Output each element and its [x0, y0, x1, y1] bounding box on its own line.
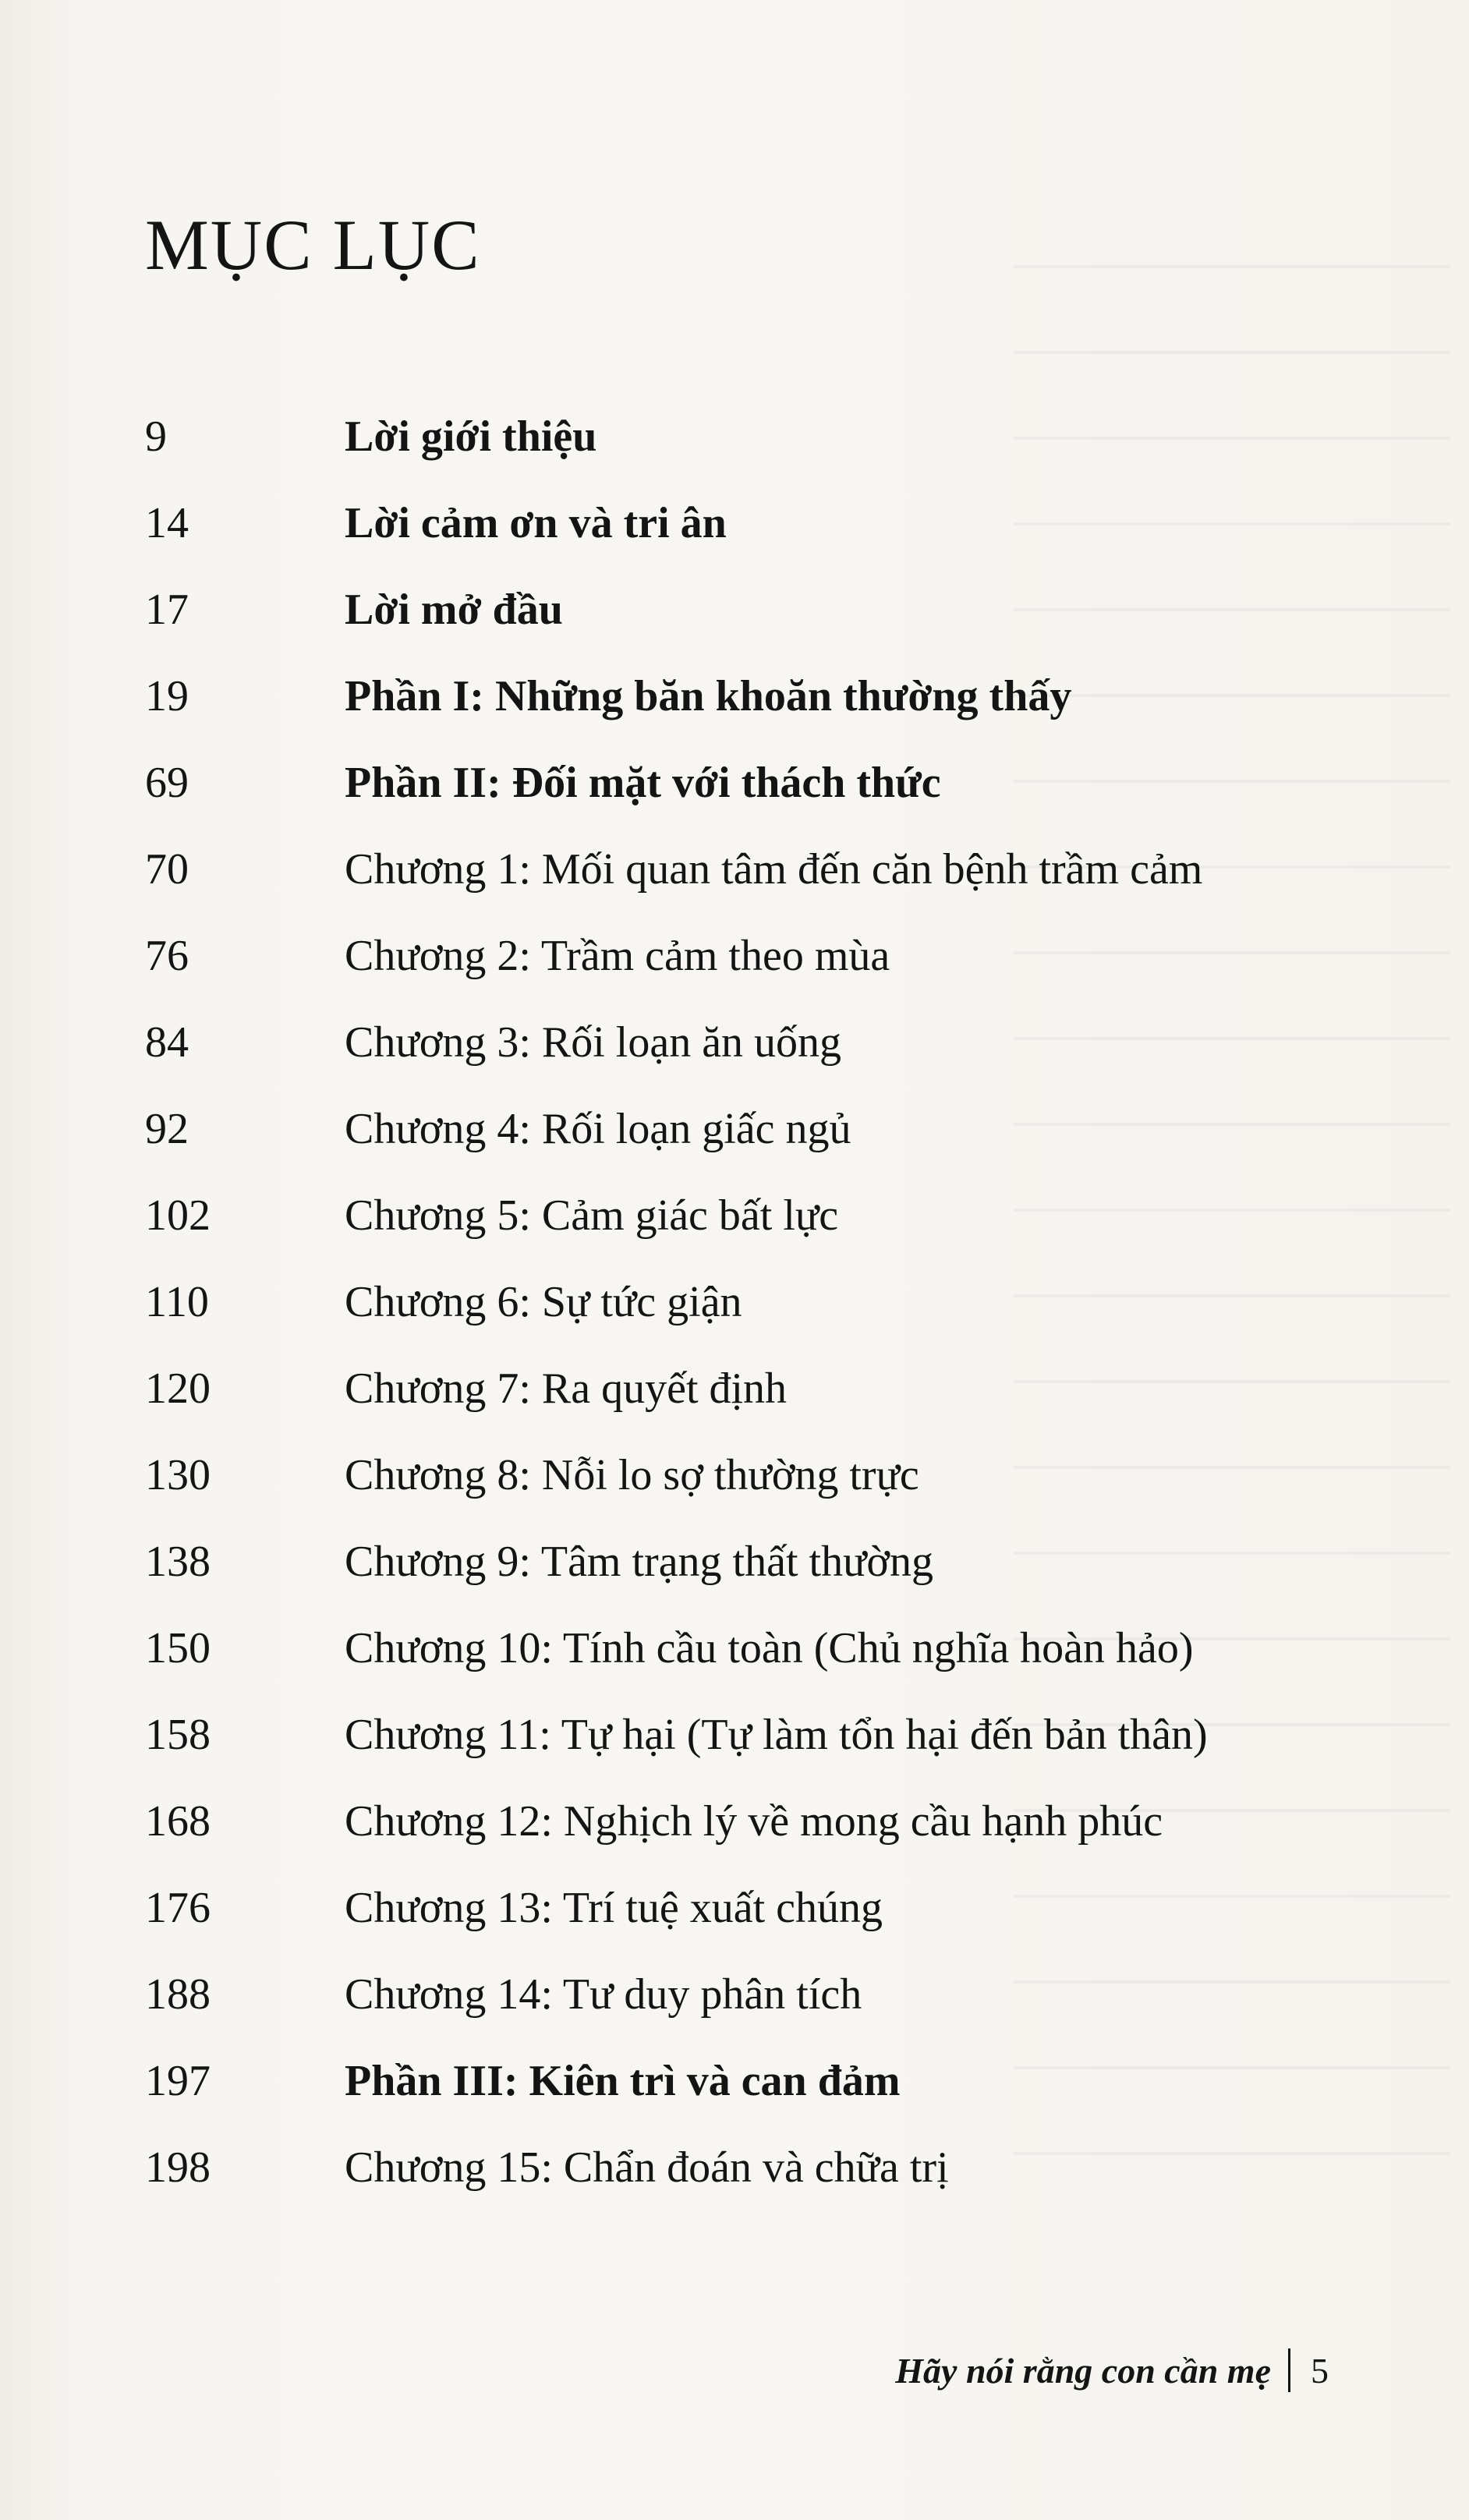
toc-entry-title: Chương 7: Ra quyết định	[345, 1364, 788, 1413]
toc-entry	[145, 1692, 1393, 1779]
toc-page-number: 176	[145, 1884, 211, 1932]
toc-page-number: 110	[145, 1278, 209, 1326]
toc-page-number: 188	[145, 1970, 211, 2019]
page-title: MỤC LỤC	[145, 205, 481, 285]
toc-entry-title: Chương 13: Trí tuệ xuất chúng	[345, 1884, 883, 1932]
toc-page-number: 92	[145, 1105, 189, 1153]
toc-entry	[145, 1259, 1393, 1346]
toc-entry-title: Chương 4: Rối loạn giấc ngủ	[345, 1105, 851, 1153]
toc-page-number: 9	[145, 412, 167, 461]
toc-page-number: 168	[145, 1797, 211, 1846]
toc-entry-title: Phần I: Những băn khoăn thường thấy	[345, 672, 1072, 720]
toc-entry-title: Lời giới thiệu	[345, 412, 597, 461]
toc-entry	[145, 740, 1393, 826]
toc-page-number: 76	[145, 932, 189, 980]
toc-entry-title: Chương 15: Chẩn đoán và chữa trị	[345, 2143, 949, 2192]
toc-entry	[145, 1000, 1393, 1086]
toc-entry	[145, 1519, 1393, 1605]
footer-divider	[1288, 2348, 1290, 2392]
toc-entry	[145, 913, 1393, 1000]
toc-entry	[145, 1779, 1393, 1865]
toc-entry	[145, 2038, 1393, 2125]
toc-entry	[145, 653, 1393, 740]
toc-page-number: 69	[145, 759, 189, 807]
toc-entry	[145, 2125, 1393, 2211]
toc-entry-title: Chương 10: Tính cầu toàn (Chủ nghĩa hoàn hảo)	[345, 1624, 1194, 1672]
toc-page-number: 84	[145, 1018, 189, 1067]
toc-entry-title: Chương 14: Tư duy phân tích	[345, 1970, 862, 2019]
toc-entry	[145, 567, 1393, 653]
toc-entry	[145, 1605, 1393, 1692]
toc-entry	[145, 1952, 1393, 2038]
toc-page-number: 14	[145, 499, 189, 547]
toc-page-number: 150	[145, 1624, 211, 1672]
toc-page-number: 17	[145, 586, 189, 634]
toc-entry	[145, 1865, 1393, 1952]
toc-entry-title: Lời mở đầu	[345, 586, 563, 634]
toc-entry	[145, 480, 1393, 567]
toc-entry-title: Chương 5: Cảm giác bất lực	[345, 1191, 839, 1240]
table-of-contents	[145, 394, 1393, 2211]
page-footer	[895, 2348, 1329, 2392]
toc-entry-title: Chương 9: Tâm trạng thất thường	[345, 1538, 934, 1586]
page-number: 5	[1311, 2350, 1329, 2391]
toc-entry	[145, 1173, 1393, 1259]
toc-page-number: 197	[145, 2057, 211, 2105]
toc-entry-title: Chương 1: Mối quan tâm đến căn bệnh trầm cảm	[345, 845, 1203, 894]
toc-page-number: 70	[145, 845, 189, 894]
toc-entry	[145, 394, 1393, 480]
running-title: Hãy nói rằng con cần mẹ	[895, 2350, 1271, 2391]
toc-entry	[145, 1432, 1393, 1519]
toc-entry-title: Chương 12: Nghịch lý về mong cầu hạnh phúc	[345, 1797, 1163, 1846]
toc-page-number: 130	[145, 1451, 211, 1499]
toc-page-number: 158	[145, 1711, 211, 1759]
toc-entry	[145, 1346, 1393, 1432]
toc-entry-title: Phần III: Kiên trì và can đảm	[345, 2057, 901, 2105]
toc-entry-title: Lời cảm ơn và tri ân	[345, 499, 727, 547]
toc-entry-title: Phần II: Đối mặt với thách thức	[345, 759, 941, 807]
toc-page-number: 198	[145, 2143, 211, 2192]
toc-entry	[145, 1086, 1393, 1173]
toc-page-number: 19	[145, 672, 189, 720]
toc-entry-title: Chương 8: Nỗi lo sợ thường trực	[345, 1451, 919, 1499]
toc-entry-title: Chương 6: Sự tức giận	[345, 1278, 742, 1326]
toc-entry-title: Chương 2: Trầm cảm theo mùa	[345, 932, 890, 980]
toc-entry	[145, 826, 1393, 913]
toc-page-number: 120	[145, 1364, 211, 1413]
toc-page-number: 102	[145, 1191, 211, 1240]
toc-entry-title: Chương 11: Tự hại (Tự làm tổn hại đến bản thân)	[345, 1711, 1208, 1759]
toc-entry-title: Chương 3: Rối loạn ăn uống	[345, 1018, 842, 1067]
toc-page-number: 138	[145, 1538, 211, 1586]
